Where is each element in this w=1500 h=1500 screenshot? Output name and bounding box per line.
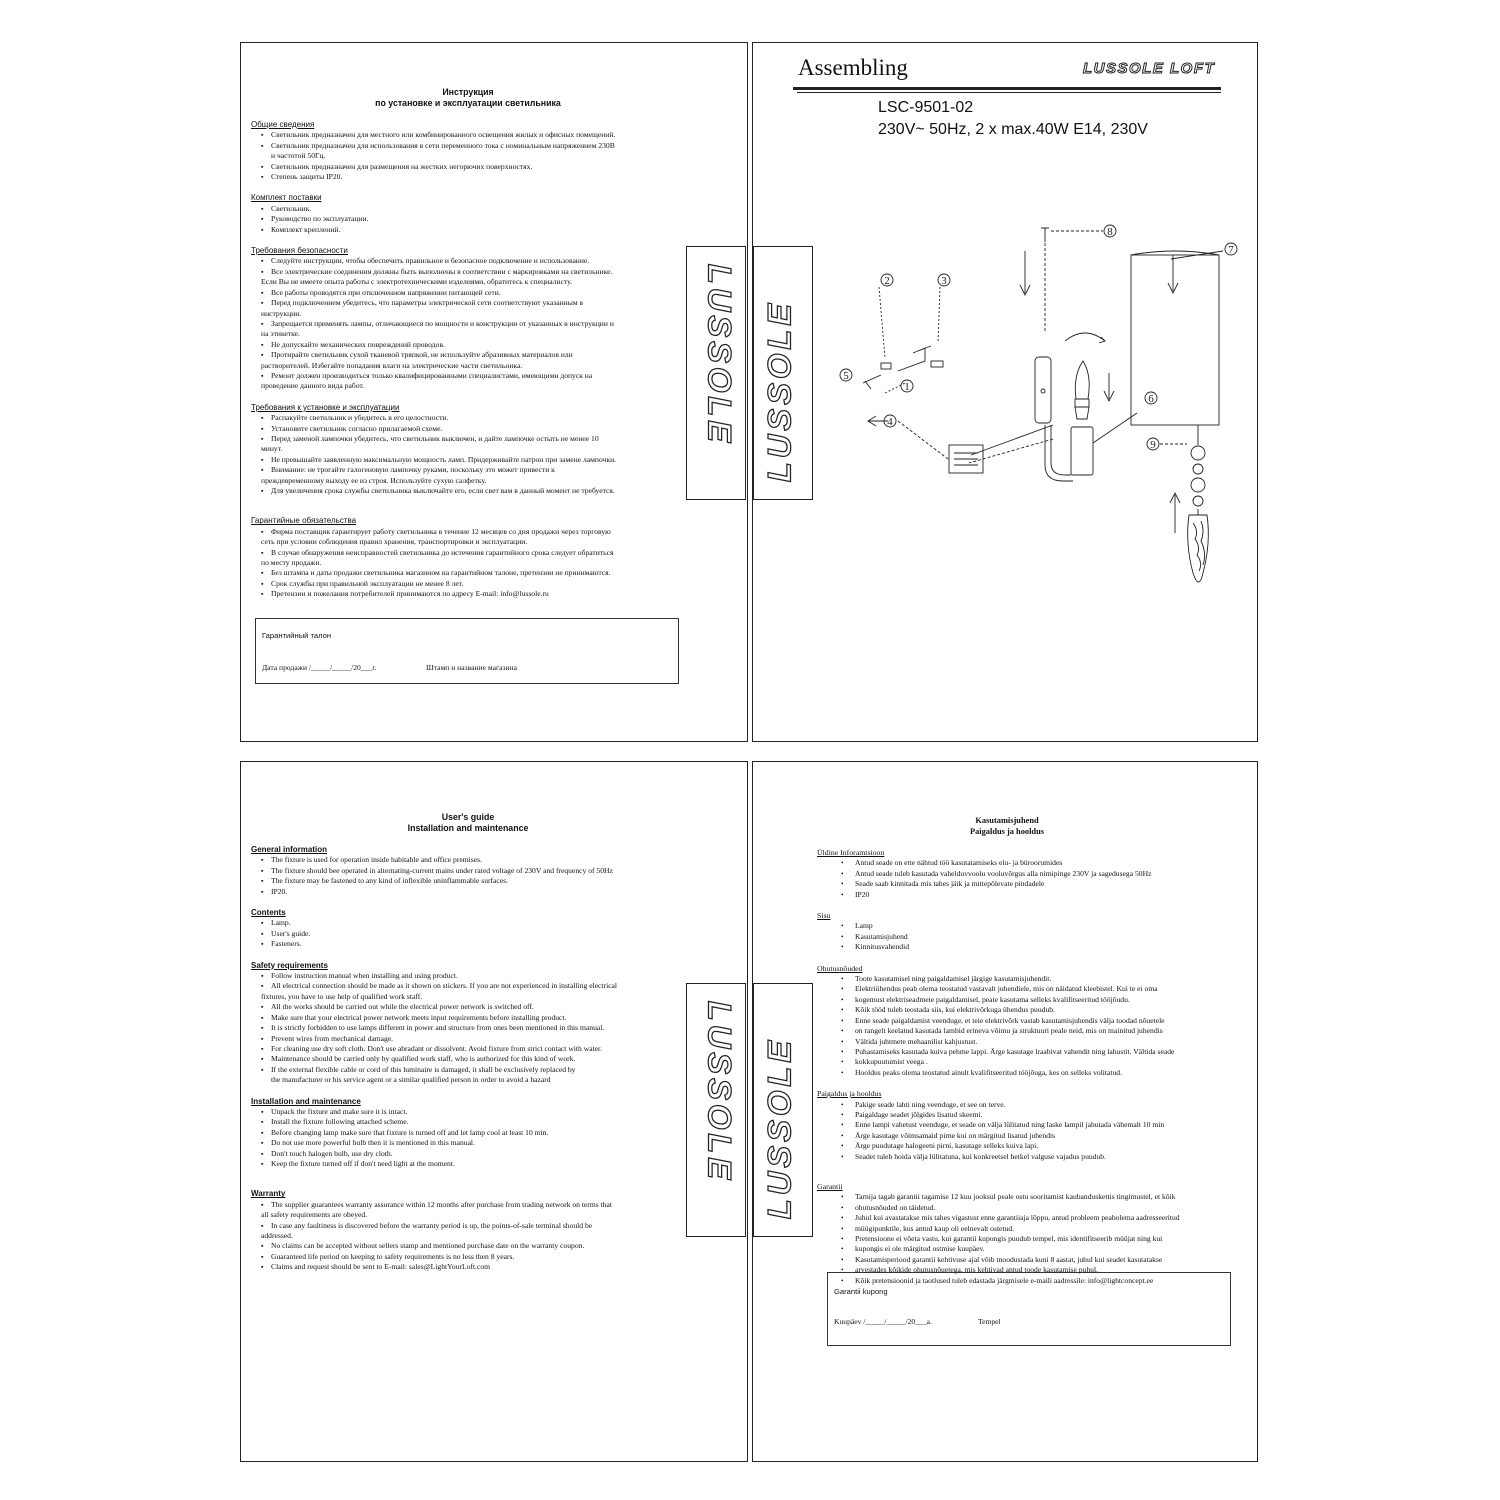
list-item: ▪ Follow instruction manual when installing and using product. [251, 971, 685, 981]
list-item: ▪ It is strictly forbidden to use lamps different in power and structure from ones been mentioned in this manual. [251, 1023, 685, 1033]
list-item: ▪ Fasteners. [251, 939, 685, 949]
list-item: на этикетке. [261, 329, 300, 339]
bullet-list [251, 1200, 685, 1273]
title-line: Инструкция [442, 87, 494, 97]
section-heading: Safety requirements [251, 960, 328, 970]
title-line: Kasutamisjuhend [975, 816, 1039, 825]
callout-8 [1104, 225, 1116, 238]
document-title [817, 815, 1197, 837]
list-item: ▪ Запрещается применять лампы, отличающиеся по мощности и конструкции от указанных в инструкции и [251, 319, 685, 329]
section [251, 1189, 685, 1272]
list-item: ▪ The fixture may be fastened to any kind of inflexible uninflammable surfaces. [251, 876, 685, 886]
lussole-logo-left-top [686, 246, 746, 500]
list-item: ▪ Maintenance should be carried only by qualified work staff, who is authorized for this kind of work. [251, 1054, 685, 1064]
callout-9 [1147, 438, 1159, 451]
svg-text:8: 8 [1107, 226, 1113, 238]
list-item: ▪ Claims and request should be sent to E-mail: sales@LightYourLoft.com [251, 1262, 685, 1272]
russian-instructions-page [240, 42, 748, 742]
list-item: ▪ Do not use more powerful bulb then it is mentioned in this manual. [251, 1138, 685, 1148]
list-item: ▪ Перед подключением убедитесь, что параметры электрической сети соответствуют указанным в [251, 298, 685, 308]
list-item: • Tarnija tagab garantii tagamise 12 kuu jooksul peale ostu sooritamist kaubanduskettis tingimustel, et kõik [817, 1192, 1197, 1202]
callout-3 [938, 274, 950, 287]
estonian-guide-page [752, 761, 1258, 1462]
svg-text:4: 4 [887, 416, 893, 428]
list-item: ▪ Без штампа и даты продажи светильника магазином на гарантийном талоне, претензии не принимаются. [251, 568, 685, 578]
bullet-list [251, 855, 685, 897]
section-heading: Гарантийные обязательства [251, 516, 357, 526]
list-item: ▪ Перед заменой лампочки убедитесь, что светильник выключен, и дайте лампочке остыть не менее 10 [251, 434, 685, 444]
list-item: ▪ The fixture should bee operated in alternating-current mains under rated voltage of 230V and frequency of 50Hz [251, 866, 685, 876]
list-item: ▪ Make sure that your electrical power network meets input requirements before installing product. [251, 1013, 685, 1023]
coupon-title: Гарантийный талон [262, 631, 332, 640]
title-line: Paigaldus ja hooldus [969, 827, 1044, 836]
list-item: ▪ Срок службы при правильной эксплуатации не менее 8 лет. [251, 579, 685, 589]
lussole-logo-graphic [754, 984, 812, 1236]
list-item: addressed. [261, 1231, 293, 1240]
list-item: ▪ The supplier guarantees warranty assurance within 12 months after purchase from trading network on terms that [251, 1200, 685, 1210]
list-item: ▪ Фирма поставщик гарантирует работу светильника в течение 12 месяцев со дня продажи через торговую [251, 527, 685, 537]
warranty-coupon-ru [255, 618, 679, 684]
coupon-sale-date: Дата продажи /_____/_____/20___г. [262, 663, 377, 672]
svg-text:LUSSOLE: LUSSOLE [701, 263, 739, 447]
english-users-guide [251, 812, 685, 1273]
list-item: • Antud seade tuleb kasutada vahelduvvoolu vooluvõrgus alla nimipinge 230V ja sagedusega 50Hz [817, 869, 1197, 879]
section-heading: Warranty [251, 1189, 286, 1199]
svg-text:9: 9 [1150, 439, 1156, 451]
list-item: • Kasutamisperiood garantii kehtivuse ajal võib moodustada kuni 8 aastat, juhul kui seadet kasutatakse [817, 1255, 1197, 1265]
list-item: • Pakige seade lahti ning veenduge, et see on terve. [817, 1100, 1197, 1110]
list-item: • Elektriühendus peab olema teostatud vastavalt juhendiele, mis on näidatud kleebistel. Kui te ei oma [817, 984, 1197, 994]
list-item: • kupongis ei ole märgitud ostmise kuupäev. [817, 1244, 1197, 1254]
section [817, 911, 1197, 953]
english-users-guide-page [240, 761, 748, 1462]
lussole-logo-right-bottom [753, 983, 813, 1237]
list-item: ▪ Не превышайте заявленную максимальную мощность ламп. Придерживайте патрон при замене лампочки. [251, 455, 685, 465]
section [817, 1182, 1197, 1286]
document-title [251, 87, 685, 109]
section-heading: Installation and maintenance [251, 1096, 361, 1106]
list-item: ▪ In case any faultiness is discovered before the warranty period is up, the points-of-sale terminal should be [251, 1221, 685, 1231]
bullet-list [251, 130, 685, 182]
list-item: • Kõik pretensioonid ja taotlused tuleb edastada järgmisele e-maili aadressile: info@lightconcept.ee [817, 1276, 1197, 1286]
list-item: ▪ Светильник предназначен для размещения на жестких негорючих поверхностях. [251, 162, 685, 172]
list-item: ▪ No claims can be accepted without sellers stamp and mentioned purchase date on the warranty coupon. [251, 1241, 685, 1251]
list-item: ▪ Для увеличения срока службы светильника выключайте его, если свет вам в данный момент не требуется. [251, 486, 685, 496]
coupon-stamp: Tempel [978, 1317, 1001, 1326]
list-item: ▪ User's guide. [251, 929, 685, 939]
callout-5 [840, 369, 852, 382]
list-item: fixtures, you have to use help of qualified work staff. [261, 991, 423, 1001]
list-item: ▪ Светильник предназначен для местного или комбинированного освещения жилых и офисных помещений. [251, 130, 685, 140]
bullet-list [251, 1107, 685, 1169]
title-line: User's guide [441, 812, 495, 822]
list-item: преждевременному выходу ее из строя. Используйте сухую салфетку. [261, 475, 487, 485]
coupon-purchase-date: Kuupäev /_____/_____/20___a. [834, 1317, 932, 1326]
lussole-logo-graphic [687, 984, 745, 1236]
list-item: ▪ Светильник предназначен для использования в сети переменного тока с номинальным напряжением 230В [251, 141, 685, 151]
bullet-list [251, 971, 685, 1085]
lussole-logo-right-top [753, 246, 813, 500]
assembly-diagram [753, 213, 1258, 613]
callout-7 [1225, 243, 1237, 256]
list-item: минут. [261, 444, 283, 454]
svg-text:5: 5 [843, 370, 849, 382]
russian-instructions [251, 87, 685, 600]
list-item: ▪ Keep the fixture turned off if don't need light at the moment. [251, 1159, 685, 1169]
document-title [251, 812, 685, 834]
list-item: • Kasutamisjuhend [817, 932, 1197, 942]
list-item: • Toote kasutamisel ning paigaldamisel järgige kasutamisjuhendit. [817, 974, 1197, 984]
list-item: ▪ IP20. [251, 887, 685, 897]
section-heading: Üldine Inforamtsioon [817, 848, 885, 857]
bullet-list [251, 527, 685, 600]
list-item: • Seade saab kinnitada mis tahes jäik ja mittepõlevate pindadele [817, 879, 1197, 889]
callout-4 [884, 415, 896, 428]
assembling-page [752, 42, 1258, 742]
list-item: ▪ Все электрические соединения должны быть выполнены в соответствии с маркировками на светильнике. [251, 267, 685, 277]
svg-text:LUSSOLE: LUSSOLE [701, 1000, 739, 1184]
title-rule [793, 87, 1221, 90]
list-item: • Puhastamiseks kasutada kuiva pehme lappi. Ärge kasutage lraabivat vahendit ning lahustit. Vältida seade [817, 1047, 1197, 1057]
list-item: • Antud seade on ette nähtud töö kasutatamiseks elu- ja büroorumides [817, 858, 1197, 868]
list-item: • Vältida juhtmete mehaanilist kahjustust. [817, 1037, 1197, 1047]
list-item: ▪ Все работы проводятся при отключенном напряжении питающей сети. [251, 288, 685, 298]
list-item: ▪ The fixture is used for operation inside habitable and office premises. [251, 855, 685, 865]
section [251, 120, 685, 182]
list-item: • Hooldus peaks olema teostatud ainult kvalifitseeritud tööjõuga, kes on selleks volitatud. [817, 1068, 1197, 1078]
section-heading: Sisu [817, 911, 831, 921]
warranty-coupon-et [827, 1272, 1231, 1346]
list-item: ▪ Претензии и пожелания потребителей принимаются по адресу E-mail: info@lussole.ru [251, 589, 685, 599]
bullet-list [817, 974, 1197, 1078]
list-item: сеть при условии соблюдения правил хранения, транспортировки и эксплуатации. [261, 537, 528, 547]
list-item: • Kinnitusvahendid [817, 942, 1197, 952]
list-item: ▪ Unpack the fixture and make sure it is intact. [251, 1107, 685, 1117]
list-item: all safety requirements are obeyed. [261, 1210, 368, 1220]
assembling-title: Assembling [798, 55, 908, 80]
section [251, 1097, 685, 1170]
section-heading: Ohutusnõuded [817, 963, 863, 973]
list-item: инструкции. [261, 308, 302, 318]
list-item: ▪ Установите светильник согласно прилагаемой схеме. [251, 424, 685, 434]
list-item: ▪ Протирайте светильник сухой тканевой тряпкой, не используйте абразивных материалов или [251, 350, 685, 360]
list-item: Если Вы не имеете опыта работы с электротехническими изделиями, обратитесь к специалисту. [261, 277, 573, 287]
list-item: ▪ Don't touch halogen bulb, use dry cloth. [251, 1149, 685, 1159]
section [817, 848, 1197, 900]
list-item: • Enne lampi vahetust veenduge, et seade on välja lülitatud ning laske lampil jahutada vähemalt 10 min [817, 1120, 1197, 1130]
list-item: the manufacturer or his service agent or a similar qualified person in order to avoid a hazard [271, 1075, 551, 1085]
list-item: ▪ В случае обнаружения неисправностей светильника до истечения гарантийного срока следует обратиться [251, 548, 685, 558]
title-rule-thin [797, 92, 1221, 93]
list-item: ▪ All the works should be carried out while the electrical power network is switched off. [251, 1002, 685, 1012]
list-item: ▪ Руководство по эксплуатации. [251, 214, 685, 224]
list-item: ▪ Комплект креплений. [251, 225, 685, 235]
list-item: ▪ If the external flexible cable or cord of this luminaire is damaged, it shall be exclusively replaced by [251, 1065, 685, 1075]
callout-1 [901, 380, 913, 393]
list-item: • ohutusnõuded on täidetud. [817, 1203, 1197, 1213]
svg-text:LUSSOLE: LUSSOLE [760, 299, 798, 483]
list-item: проведение данного вида работ. [261, 381, 365, 391]
list-item: • Enne seade paigaldamist veenduge, et teie elektrivõrk vastab kasutamisjuhendis välja toodad nõuetele [817, 1016, 1197, 1026]
list-item: • Paigaldage seadet jõlgides lisatud skeemi. [817, 1110, 1197, 1120]
section [251, 246, 685, 392]
list-item: • on rangelt keelatud kasutada lambid erineva võimu ja struktuuri peale neid, mis on mainitud juhendis [817, 1026, 1197, 1036]
list-item: ▪ Prevent wires from mechanical damage. [251, 1034, 685, 1044]
list-item: • Juhul kui avastatakse mis tahes vigastust enne garantiiaja lõppu, antud probleem peabolema aadresseeritud [817, 1213, 1197, 1223]
section [251, 908, 685, 950]
bullet-list [251, 204, 685, 235]
section-heading: Paigaldus ja hooldus [817, 1089, 882, 1099]
callout-2 [881, 274, 893, 287]
section [817, 964, 1197, 1078]
electrical-spec: 230V~ 50Hz, 2 x max.40W E14, 230V [878, 121, 1148, 138]
list-item: • arvestades kõikide ohutusnõuetega, mis kehtivad antud toode kasutamise puhul. [817, 1265, 1197, 1275]
coupon-stamp: Штамп и название магазина [426, 663, 517, 672]
section-heading: Требования к установке и эксплуатации [251, 402, 400, 412]
list-item: • müügipunktile, kus antud kaup oli eelnevalt ostetud. [817, 1224, 1197, 1234]
bullet-list [251, 413, 685, 496]
bullet-list [251, 256, 685, 391]
bullet-list [817, 1100, 1197, 1162]
list-item: • kokkupuutumist veega . [817, 1057, 1197, 1067]
section-heading: Требования безопасности [251, 246, 348, 256]
list-item: • IP20 [817, 890, 1197, 900]
list-item: ▪ Следуйте инструкции, чтобы обеспечить правильное и безопасное подключение и использование. [251, 256, 685, 266]
model-number: LSC-9501-02 [878, 99, 974, 116]
svg-text:6: 6 [1148, 393, 1154, 405]
estonian-guide [817, 815, 1197, 1286]
lussole-logo-graphic [687, 247, 745, 499]
svg-text:7: 7 [1228, 244, 1234, 256]
list-item: • Ärge kasutage võimsamaid pirne kui on märgitud lisatud juhendis [817, 1131, 1197, 1141]
section-heading: Общие сведения [251, 120, 315, 129]
list-item: • Pretensioone ei võeta vastu, kui garantii kupongis puudub tempel, mis identifitseerib müüjat ning kui [817, 1234, 1197, 1244]
svg-text:3: 3 [941, 275, 947, 287]
list-item: • Ärge puudutage halogeeni pirni, kasutage selleks kuiva lapi. [817, 1141, 1197, 1151]
list-item: • Lamp [817, 921, 1197, 931]
svg-text:1: 1 [904, 381, 910, 393]
list-item: ▪ All electrical connection should be made as it shown on stickers. If you are not experienced in installing electrical [251, 981, 685, 991]
svg-text:LUSSOLE: LUSSOLE [760, 1036, 798, 1220]
list-item: ▪ Before changing lamp make sure that fixture is turned off and let lamp cool at least 10 min. [251, 1128, 685, 1138]
callout-6 [1145, 392, 1157, 405]
list-item: растворителей. Избегайте попадания влаги на электрические части светильника. [261, 360, 523, 370]
bullet-list [817, 858, 1197, 900]
list-item: ▪ Install the fixture following attached scheme. [251, 1117, 685, 1127]
list-item: и частотой 50Гц. [271, 151, 326, 161]
list-item: ▪ Guaranteed life period on keeping to safety requirements is no less then 8 years. [251, 1252, 685, 1262]
section [251, 193, 685, 235]
section [251, 516, 685, 599]
section [251, 845, 685, 897]
list-item: по месту продажи. [261, 558, 322, 568]
section-heading: General information [251, 845, 328, 854]
list-item: • kogemust elektriseadmete paigaldamisel, peate kasutama selleks kvalifitseeritud tööjõudu. [817, 995, 1197, 1005]
lussole-logo-graphic [754, 247, 812, 499]
section-heading: Contents [251, 908, 286, 918]
list-item: ▪ Внимание: не трогайте галогеновую лампочку руками, поскольку это может привести к [251, 465, 685, 475]
section [251, 403, 685, 497]
list-item: ▪ For cleaning use dry soft cloth. Don't use abradant or dissolvent. Avoid fixture from strict contact with water. [251, 1044, 685, 1054]
list-item: ▪ Распакуйте светильник и убедитесь в его целостности. [251, 413, 685, 423]
list-item: ▪ Lamp. [251, 918, 685, 928]
list-item: ▪ Ремонт должен производиться только квалифицированными специалистами, имеющими допуск на [251, 371, 685, 381]
list-item: • Seadet tuleb hoida välja lülitatuna, kui konkreetsel hetkel valguse vajadus puudub. [817, 1152, 1197, 1162]
list-item: ▪ Степень защиты IP20. [251, 172, 685, 182]
brand-logo: LUSSOLE LOFT [1083, 60, 1216, 77]
svg-text:2: 2 [884, 275, 890, 287]
section [251, 961, 685, 1086]
bullet-list [251, 918, 685, 949]
section-heading: Комплект поставки [251, 193, 322, 203]
list-item: ▪ Не допускайте механических повреждений проводов. [251, 340, 685, 350]
title-line: Installation and maintenance [407, 823, 529, 833]
section-heading: Garantii [817, 1181, 843, 1191]
section [817, 1089, 1197, 1162]
list-item: • Kõik tööd tuleb teostada siis, kui elektrivõrkuga ühendus puudub. [817, 1005, 1197, 1015]
coupon-title: Garantii kupong [834, 1287, 888, 1296]
list-item: ▪ Светильник. [251, 204, 685, 214]
title-line: по установке и эксплуатации светильника [375, 98, 561, 108]
bullet-list [817, 921, 1197, 952]
lussole-logo-left-bottom [686, 983, 746, 1237]
